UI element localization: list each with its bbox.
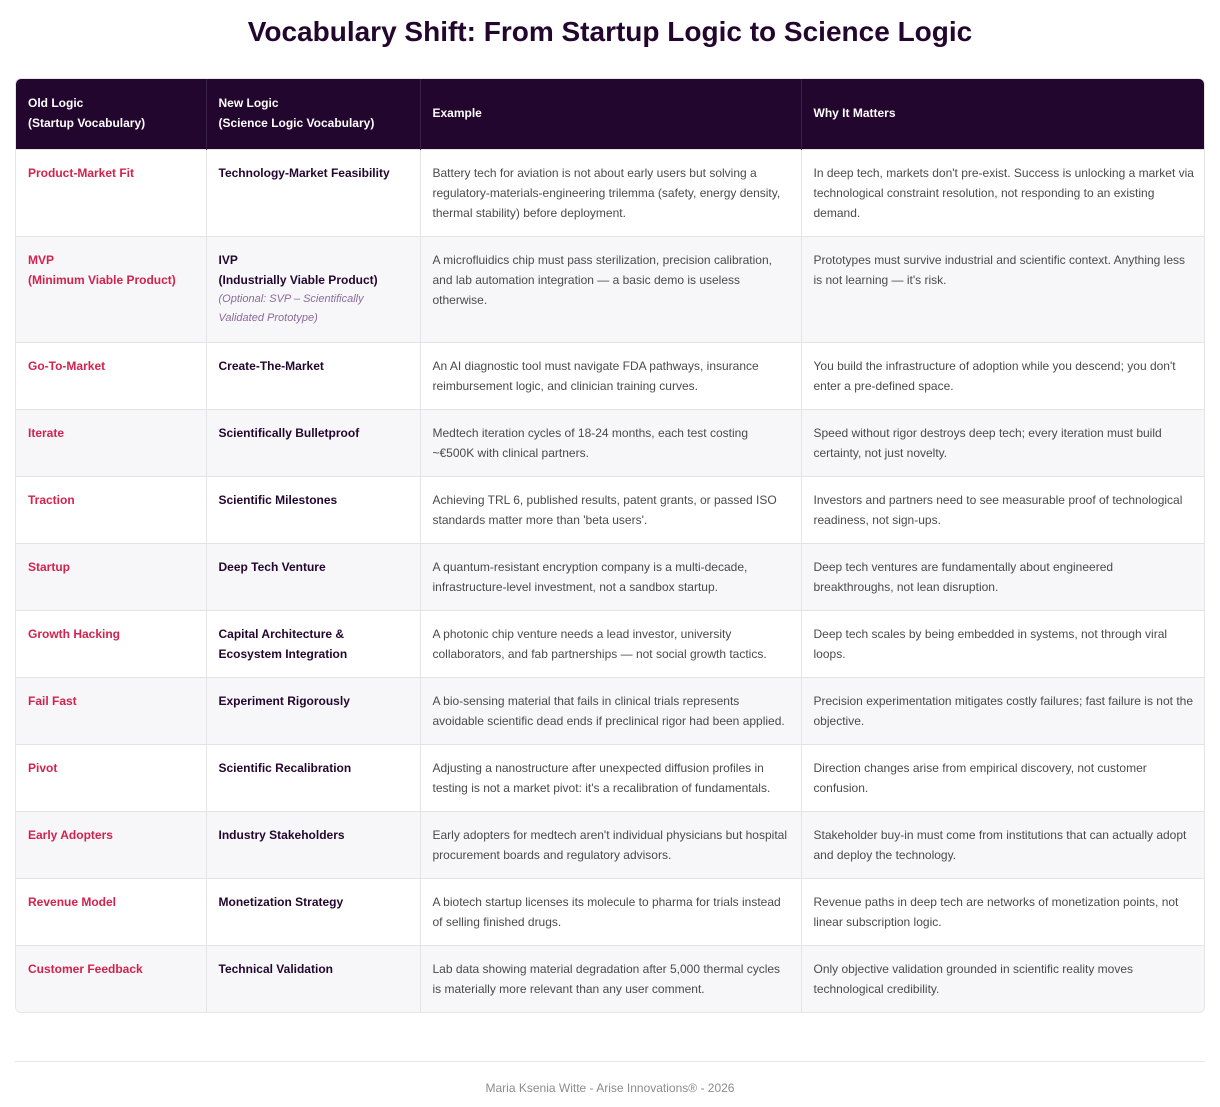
example-cell: Achieving TRL 6, published results, patent grants, or passed ISO standards matter more than 'beta users'. [420, 476, 801, 543]
table-row [16, 744, 1205, 811]
why-cell: Stakeholder buy-in must come from institutions that can actually adopt and deploy the technology. [801, 811, 1205, 878]
new-term: Scientific Milestones [206, 476, 420, 543]
new-term: Create-The-Market [206, 342, 420, 409]
example-cell: Battery tech for aviation is not about early users but solving a regulatory-materials-engineering trilemma (safety, energy density, thermal stability) before deployment. [420, 149, 801, 236]
why-cell: Prototypes must survive industrial and scientific context. Anything less is not learning — it's risk. [801, 236, 1205, 342]
header-why-it-matters: Why It Matters [801, 79, 1205, 149]
old-term: Pivot [16, 744, 206, 811]
why-cell: Direction changes arise from empirical discovery, not customer confusion. [801, 744, 1205, 811]
table-body [16, 149, 1205, 1012]
new-term: Deep Tech Venture [206, 543, 420, 610]
old-term: Traction [16, 476, 206, 543]
table-row [16, 342, 1205, 409]
table-row [16, 476, 1205, 543]
old-term: Startup [16, 543, 206, 610]
table-row [16, 149, 1205, 236]
old-term: Customer Feedback [16, 945, 206, 1012]
new-term-subtitle: (Industrially Viable Product) [218, 272, 378, 287]
old-term: Revenue Model [16, 878, 206, 945]
header-old-logic [16, 79, 206, 149]
header-new-logic-subtitle: (Science Logic Vocabulary) [218, 115, 375, 130]
table-row [16, 409, 1205, 476]
example-cell: A biotech startup licenses its molecule to pharma for trials instead of selling finished drugs. [420, 878, 801, 945]
new-term: Technology-Market Feasibility [206, 149, 420, 236]
example-cell: A quantum-resistant encryption company is a multi-decade, infrastructure-level investment, not a sandbox startup. [420, 543, 801, 610]
example-cell: A photonic chip venture needs a lead investor, university collaborators, and fab partnerships — not social growth tactics. [420, 610, 801, 677]
example-cell: A bio-sensing material that fails in clinical trials represents avoidable scientific dead ends if preclinical rigor had been applied. [420, 677, 801, 744]
new-term: Experiment Rigorously [206, 677, 420, 744]
header-old-logic-subtitle: (Startup Vocabulary) [28, 115, 146, 130]
why-cell: Deep tech ventures are fundamentally about engineered breakthroughs, not lean disruption. [801, 543, 1205, 610]
table-row [16, 677, 1205, 744]
vocabulary-table [15, 78, 1205, 1013]
footer-credit: Maria Ksenia Witte - Arise Innovations® - 2026 [485, 1081, 735, 1095]
example-cell: An AI diagnostic tool must navigate FDA pathways, insurance reimbursement logic, and clinician training curves. [420, 342, 801, 409]
header-new-logic-title: New Logic [218, 96, 279, 111]
old-term: Go-To-Market [16, 342, 206, 409]
new-term: Monetization Strategy [206, 878, 420, 945]
why-cell: You build the infrastructure of adoption while you descend; you don't enter a pre-defined space. [801, 342, 1205, 409]
example-cell: Medtech iteration cycles of 18-24 months, each test costing ~€500K with clinical partners. [420, 409, 801, 476]
new-term [206, 236, 420, 342]
old-term: Iterate [16, 409, 206, 476]
table-row [16, 878, 1205, 945]
table-row [16, 610, 1205, 677]
header-new-logic [206, 79, 420, 149]
table-header [16, 79, 1205, 149]
table-row [16, 543, 1205, 610]
old-term: Fail Fast [16, 677, 206, 744]
new-term: Scientific Recalibration [206, 744, 420, 811]
table-row [16, 236, 1205, 342]
why-cell: Deep tech scales by being embedded in systems, not through viral loops. [801, 610, 1205, 677]
new-term: Capital Architecture & Ecosystem Integration [206, 610, 420, 677]
new-term: Technical Validation [206, 945, 420, 1012]
why-cell: Speed without rigor destroys deep tech; every iteration must build certainty, not just novelty. [801, 409, 1205, 476]
old-term-subtitle: (Minimum Viable Product) [28, 272, 176, 287]
example-cell: Early adopters for medtech aren't individual physicians but hospital procurement boards and regulatory advisors. [420, 811, 801, 878]
header-example: Example [420, 79, 801, 149]
why-cell: Investors and partners need to see measurable proof of technological readiness, not sign-ups. [801, 476, 1205, 543]
example-cell: Lab data showing material degradation after 5,000 thermal cycles is materially more relevant than any user comment. [420, 945, 801, 1012]
why-cell: Precision experimentation mitigates costly failures; fast failure is not the objective. [801, 677, 1205, 744]
why-cell: Revenue paths in deep tech are networks of monetization points, not linear subscription logic. [801, 878, 1205, 945]
table-row [16, 811, 1205, 878]
why-cell: Only objective validation grounded in scientific reality moves technological credibility. [801, 945, 1205, 1012]
header-old-logic-title: Old Logic [28, 96, 84, 111]
old-term: Early Adopters [16, 811, 206, 878]
old-term-title: MVP [28, 252, 55, 267]
old-term: Growth Hacking [16, 610, 206, 677]
footer-divider [15, 1061, 1205, 1062]
new-term: Scientifically Bulletproof [206, 409, 420, 476]
example-cell: Adjusting a nanostructure after unexpected diffusion profiles in testing is not a market pivot: it's a recalibration of fundamentals. [420, 744, 801, 811]
example-cell: A microfluidics chip must pass sterilization, precision calibration, and lab automation integration — a basic demo is useless otherwise. [420, 236, 801, 342]
table-row [16, 945, 1205, 1012]
why-cell: In deep tech, markets don't pre-exist. Success is unlocking a market via technological constraint resolution, not responding to an existing demand. [801, 149, 1205, 236]
new-term-title: IVP [218, 252, 238, 267]
new-term-note: (Optional: SVP – Scientifically Validated Prototype) [218, 292, 364, 324]
old-term [16, 236, 206, 342]
page-title: Vocabulary Shift: From Startup Logic to Science Logic [247, 16, 973, 47]
old-term: Product-Market Fit [16, 149, 206, 236]
new-term: Industry Stakeholders [206, 811, 420, 878]
